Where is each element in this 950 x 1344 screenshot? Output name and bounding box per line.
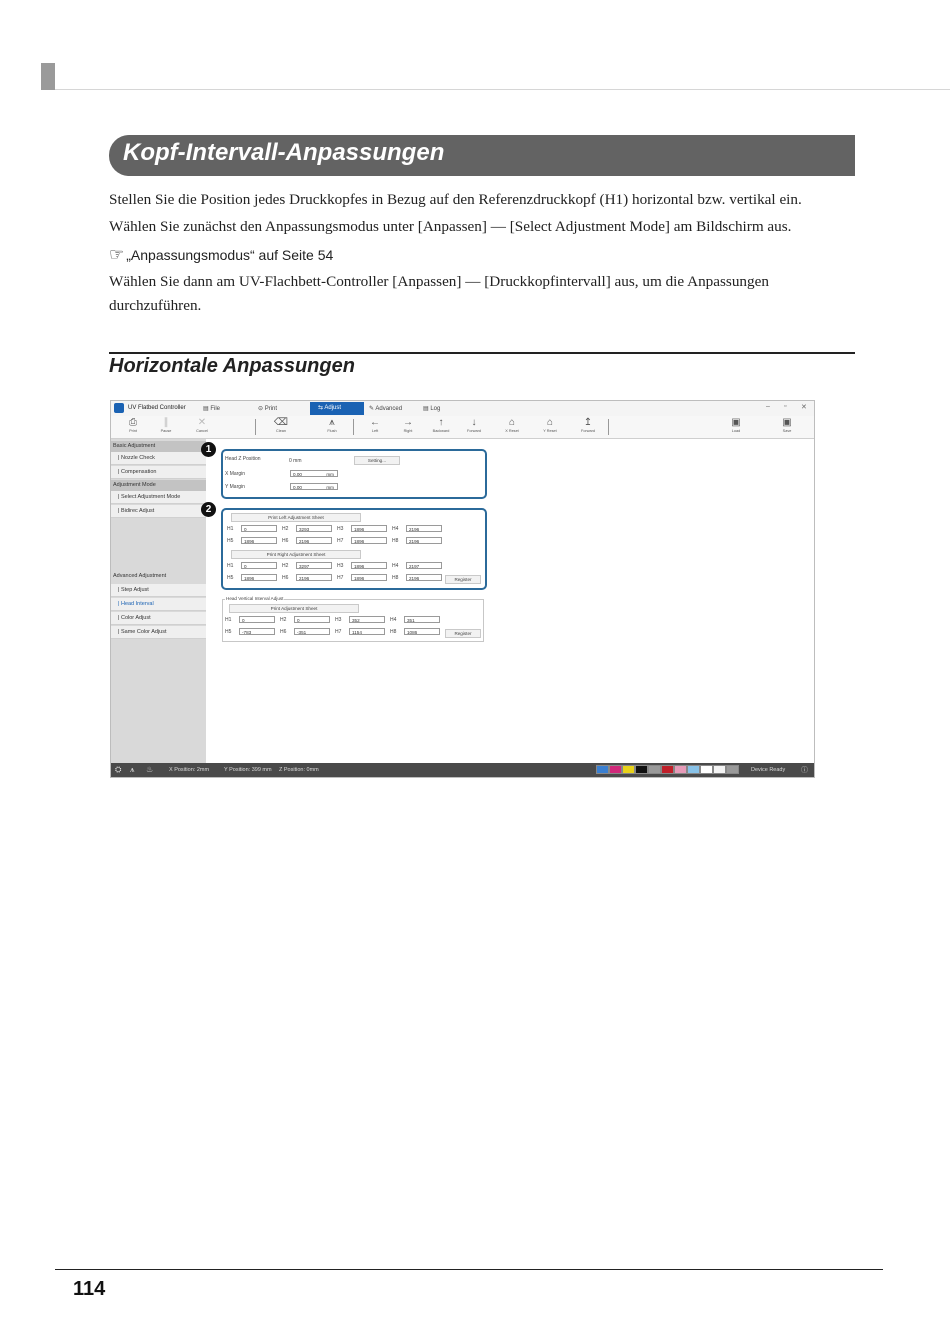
chapter-title-bar — [109, 135, 855, 176]
head-offset-field[interactable]: 1896 — [241, 574, 277, 581]
sidebar-item-nozzle-check[interactable]: | Nozzle Check — [111, 452, 206, 465]
ink-level-swatch — [687, 765, 700, 774]
head-label: H1 — [227, 563, 234, 569]
head-offset-field[interactable]: 1896 — [351, 537, 387, 544]
minimize-button[interactable]: – — [766, 403, 770, 410]
x-margin-field[interactable]: 0.00 mm — [290, 470, 338, 477]
ink-level-swatch — [648, 765, 661, 774]
head-label: H6 — [280, 629, 287, 635]
head-offset-field[interactable]: 2196 — [296, 574, 332, 581]
close-icon: ✕ — [197, 417, 207, 428]
menu-advanced[interactable]: ✎ Advanced — [369, 406, 403, 412]
y-margin-label: Y Margin — [225, 484, 245, 490]
load-button[interactable]: ▣ Load — [723, 417, 749, 433]
load-icon: ▣ — [731, 417, 741, 428]
move-right-button[interactable]: → Right — [395, 417, 421, 433]
head-label: H2 — [280, 617, 287, 623]
print-vertical-sheet-button[interactable]: Print Adjustment Sheet — [229, 604, 359, 613]
head-label: H1 — [227, 526, 234, 532]
flush-button[interactable]: ⩚ Flush — [319, 417, 345, 433]
head-offset-field[interactable]: 3293 — [296, 525, 332, 532]
callout-badge-1: 1 — [201, 442, 216, 457]
ink-level-swatch — [622, 765, 635, 774]
app-screenshot — [110, 400, 815, 778]
vertical-register-button[interactable]: Register — [445, 629, 481, 638]
sidebar-item-select-mode[interactable]: | Select Adjustment Mode — [111, 491, 206, 504]
vertical-adjust-group — [222, 596, 484, 642]
head-label: H5 — [227, 538, 234, 544]
sidebar-item-compensation[interactable]: | Compensation — [111, 466, 206, 479]
head-offset-field[interactable]: 352 — [349, 616, 385, 623]
save-icon: ▣ — [782, 417, 792, 428]
page-number: 114 — [73, 1278, 106, 1300]
printer-icon: ⎙ — [129, 417, 137, 428]
info-icon[interactable]: ⓘ — [801, 767, 808, 774]
sidebar-item-bidirec-adjust[interactable]: | Bidirec Adjust — [111, 505, 206, 518]
restore-button[interactable]: ▫ — [784, 403, 787, 410]
head-offset-field[interactable]: 1896 — [241, 537, 277, 544]
x-margin-label: X Margin — [225, 471, 246, 477]
head-label: H8 — [390, 629, 397, 635]
head-label: H7 — [335, 629, 342, 635]
head-offset-field[interactable]: 2197 — [406, 562, 442, 569]
head-label: H8 — [392, 575, 399, 581]
cross-reference-link[interactable] — [109, 245, 333, 265]
sidebar-item-same-color-adjust[interactable]: | Same Color Adjust — [111, 626, 206, 639]
sidebar-item-head-interval[interactable]: | Head Interval — [111, 598, 206, 611]
head-label: H1 — [225, 617, 232, 623]
paragraph-controller: Wählen Sie dann am UV-Flachbett-Controller [Anpassen] — [Druckkopfintervall] aus, um die Anpassungen durchzuführen. — [109, 273, 769, 314]
move-left-button[interactable]: ← Left — [362, 417, 388, 433]
head-offset-field[interactable]: 2196 — [406, 537, 442, 544]
head-label: H4 — [392, 563, 399, 569]
head-label: H5 — [227, 575, 234, 581]
highlight-box-2 — [221, 508, 487, 590]
section-rule — [109, 352, 855, 354]
head-offset-field[interactable]: -783 — [239, 628, 275, 635]
head-label: H3 — [335, 617, 342, 623]
menu-file[interactable]: ▤ File — [203, 406, 221, 412]
cancel-button[interactable]: ✕ Cancel — [189, 417, 215, 433]
toolbar-divider — [255, 419, 256, 435]
flush-status-icon: ⩚ — [130, 765, 135, 774]
ink-level-swatch — [713, 765, 726, 774]
head-z-label: Head Z Position — [225, 456, 261, 462]
close-window-button[interactable]: ✕ — [801, 404, 807, 411]
head-offset-field[interactable]: 1086 — [404, 628, 440, 635]
head-offset-field[interactable]: 0 — [241, 525, 277, 532]
head-label: H6 — [282, 538, 289, 544]
toolbar-divider — [353, 419, 354, 435]
head-offset-field[interactable]: 351 — [404, 616, 440, 623]
ink-level-swatch — [700, 765, 713, 774]
head-label: H2 — [282, 563, 289, 569]
table-forward-button[interactable]: ↥ Forward — [575, 417, 601, 433]
flush-icon: ⩚ — [329, 417, 335, 428]
head-label: H7 — [337, 575, 344, 581]
ink-level-swatch — [635, 765, 648, 774]
head-label: H3 — [337, 563, 344, 569]
arrow-up-icon: ↥ — [583, 417, 593, 428]
arrow-left-icon: ← — [370, 417, 380, 428]
x-reset-button[interactable]: ⌂ X Reset — [499, 417, 525, 433]
status-bar — [111, 763, 814, 777]
toolbar — [111, 416, 814, 439]
arrow-right-icon: → — [403, 417, 413, 428]
header-tab-marker — [41, 63, 55, 90]
toolbar-divider — [608, 419, 609, 435]
ink-level-swatch — [661, 765, 674, 774]
setting-button[interactable]: Setting... — [354, 456, 400, 465]
x-position-readout: X Position: 2mm — [169, 767, 210, 773]
y-reset-button[interactable]: ⌂ Y Reset — [537, 417, 563, 433]
head-offset-field[interactable]: 0 — [239, 616, 275, 623]
print-left-sheet-button[interactable]: Print Left Adjustment Sheet — [231, 513, 361, 522]
pointing-hand-icon: ☞ — [109, 245, 125, 264]
head-offset-field[interactable]: 0 — [294, 616, 330, 623]
arrow-up-icon: ↑ — [438, 417, 444, 428]
lamp-icon: ♨ — [146, 765, 154, 774]
register-button[interactable]: Register — [445, 575, 481, 584]
sidebar-head-mode: Adjustment Mode — [111, 480, 206, 491]
page-title: Kopf-Intervall-Anpassungen — [123, 139, 445, 166]
head-offset-field[interactable]: 1896 — [351, 525, 387, 532]
device-status: Device Ready — [751, 767, 786, 773]
head-label: H2 — [282, 526, 289, 532]
paragraph-intro: Stellen Sie die Position jedes Druckkopfes in Bezug auf den Referenzdruckkopf (H1) horizontal bzw. vertikal ein. — [109, 191, 802, 208]
head-offset-field[interactable]: 2196 — [296, 537, 332, 544]
menu-bar — [111, 401, 814, 417]
head-offset-field[interactable]: 3297 — [296, 562, 332, 569]
head-label: H8 — [392, 538, 399, 544]
pause-button[interactable]: ∥ Pause — [153, 417, 179, 433]
app-title: UV Flatbed Controller — [128, 405, 186, 411]
head-offset-field[interactable]: 0 — [241, 562, 277, 569]
ink-level-swatch — [609, 765, 622, 774]
y-position-readout: Y Position: 399 mm — [224, 767, 272, 773]
ink-level-swatch — [596, 765, 609, 774]
menu-print[interactable]: ⊝ Print — [258, 406, 278, 412]
header-rule — [55, 89, 950, 90]
highlight-box-1 — [221, 449, 487, 499]
arrow-down-icon: ↓ — [471, 417, 477, 428]
head-z-value: 0 mm — [289, 458, 302, 464]
move-forward-button[interactable]: ↓ Forward — [461, 417, 487, 433]
head-label: H4 — [390, 617, 397, 623]
head-offset-field[interactable]: 2196 — [406, 574, 442, 581]
save-button[interactable]: ▣ Save — [774, 417, 800, 433]
home-icon: ⌂ — [508, 417, 516, 428]
print-right-sheet-button[interactable]: Print Right Adjustment Sheet — [231, 550, 361, 559]
clean-button[interactable]: ⌫ Clean — [268, 417, 294, 433]
menu-log[interactable]: ▤ Log — [423, 406, 441, 412]
move-backward-button[interactable]: ↑ Backward — [428, 417, 454, 433]
head-label: H5 — [225, 629, 232, 635]
head-label: H3 — [337, 526, 344, 532]
sidebar-label-advanced: Advanced Adjustment — [113, 573, 167, 579]
head-offset-field[interactable]: 1896 — [351, 574, 387, 581]
ink-level-swatch — [726, 765, 739, 774]
print-button[interactable]: ⎙ Print — [120, 417, 146, 433]
ink-level-swatch — [674, 765, 687, 774]
head-offset-field[interactable]: 1896 — [351, 562, 387, 569]
head-label: H4 — [392, 526, 399, 532]
sidebar-item-color-adjust[interactable]: | Color Adjust — [111, 612, 206, 625]
section-title: Horizontale Anpassungen — [109, 355, 355, 377]
home-icon: ⌂ — [546, 417, 554, 428]
footer-rule — [55, 1269, 883, 1270]
head-offset-field[interactable]: 2196 — [406, 525, 442, 532]
cross-reference-text: „Anpassungsmodus“ auf Seite 54 — [126, 247, 334, 263]
head-offset-field[interactable]: -351 — [294, 628, 330, 635]
z-position-readout: Z Position: 0mm — [279, 767, 319, 773]
connection-icon: ⛭ — [115, 765, 122, 774]
head-label: H7 — [337, 538, 344, 544]
sidebar — [111, 439, 206, 763]
y-margin-field[interactable]: 0.00 mm — [290, 483, 338, 490]
app-logo-icon — [114, 403, 124, 413]
head-label: H6 — [282, 575, 289, 581]
head-offset-field[interactable]: 1154 — [349, 628, 385, 635]
callout-badge-2: 2 — [201, 502, 216, 517]
eraser-icon: ⌫ — [273, 417, 289, 428]
menu-adjust[interactable]: ⇆ Adjust — [310, 402, 364, 415]
sidebar-head-basic: Basic Adjustment — [111, 441, 206, 452]
vertical-adjust-title: Head Vertical Interval Adjust — [226, 596, 284, 601]
pause-icon: ∥ — [163, 417, 169, 428]
sidebar-item-step-adjust[interactable]: | Step Adjust — [111, 584, 206, 597]
paragraph-mode: Wählen Sie zunächst den Anpassungsmodus unter [Anpassen] — [Select Adjustment Mode] am Bildschirm aus. — [109, 218, 792, 235]
